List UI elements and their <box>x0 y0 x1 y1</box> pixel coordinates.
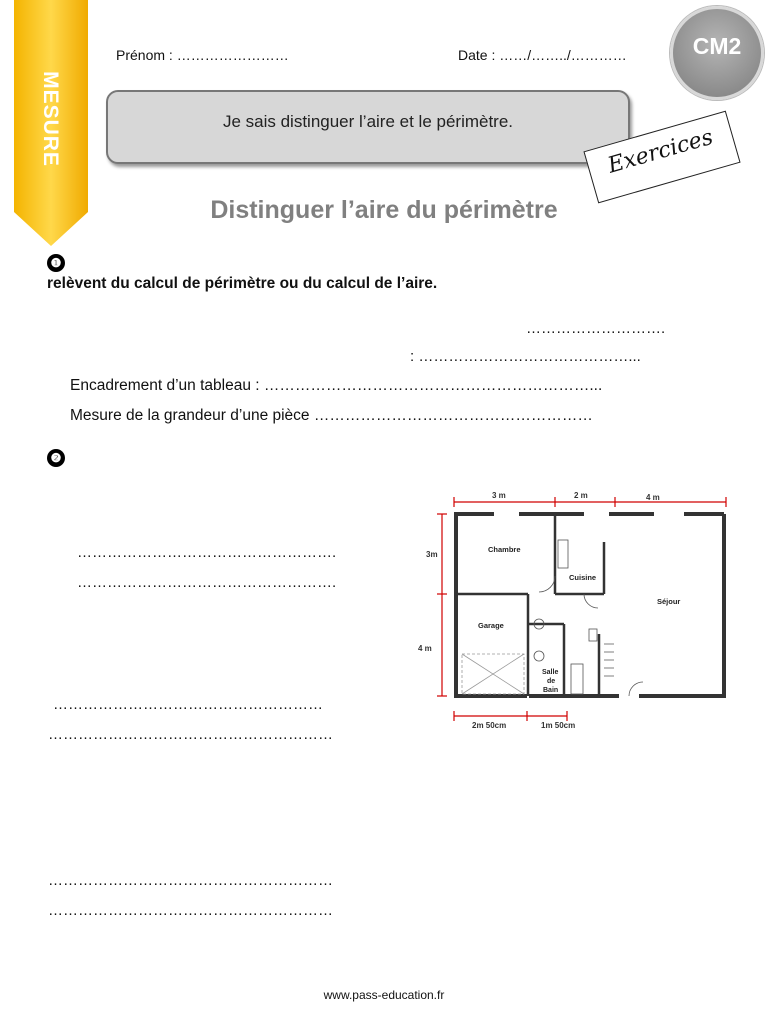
inner-walls <box>456 514 604 696</box>
answer-line: ………………………………………………… <box>48 872 333 889</box>
dim-bottom-2: 1m 50cm <box>541 721 576 730</box>
answer-line: ………………………………………………… <box>48 726 333 743</box>
room-bain: Bain <box>543 687 559 694</box>
answer-line: ……………………………………………. <box>77 544 337 561</box>
answer-line: ………………………………………………… <box>48 902 333 919</box>
exercise-1-number: ❶ <box>47 254 65 272</box>
answer-line: ……………………………………………… <box>53 696 323 713</box>
room-sejour: Séjour <box>657 597 681 606</box>
level-badge: CM2 <box>670 6 764 100</box>
garage-car-zone <box>462 654 524 694</box>
exercise-1-line-3: Encadrement d’un tableau : ………………………………………………………... <box>70 377 603 394</box>
room-cuisine: Cuisine <box>569 573 597 582</box>
dim-top-3: 4 m <box>646 493 660 502</box>
room-de: de <box>547 678 556 685</box>
objective-banner: Je sais distinguer l’aire et le périmètre. <box>106 90 630 164</box>
room-salle: Salle <box>542 669 559 676</box>
room-garage: Garage <box>478 621 504 630</box>
dimension-lines <box>437 497 726 721</box>
exercise-1-line-1: ………………………. <box>526 320 666 337</box>
exercise-1-instruction: relèvent du calcul de périmètre ou du calcul de l’aire. <box>47 275 438 292</box>
exercise-1-line-4: Mesure de la grandeur d’une pièce ……………………………………………… <box>70 407 593 424</box>
room-chambre: Chambre <box>488 545 521 554</box>
prenom-field: Prénom : …………………… <box>116 47 289 63</box>
dim-top-2: 2 m <box>574 491 588 500</box>
date-field: Date : ……/……../………… <box>458 47 627 63</box>
exercise-1-line-2: : ……………………………………... <box>410 348 641 365</box>
answer-line: ……………………………………………. <box>77 574 337 591</box>
page-title: Distinguer l’aire du périmètre <box>210 196 558 224</box>
ribbon-label: MESURE <box>39 71 62 167</box>
dim-top-1: 3 m <box>492 491 506 500</box>
dim-bottom-1: 2m 50cm <box>472 721 507 730</box>
dim-left-1: 3m <box>426 550 438 559</box>
outer-walls <box>456 512 724 696</box>
footer-url: www.pass-education.fr <box>323 988 445 1002</box>
floor-plan <box>414 484 730 734</box>
exercise-2-number: ❷ <box>47 449 65 467</box>
dim-left-2: 4 m <box>418 644 432 653</box>
exercices-tag: Exercices <box>583 111 740 204</box>
